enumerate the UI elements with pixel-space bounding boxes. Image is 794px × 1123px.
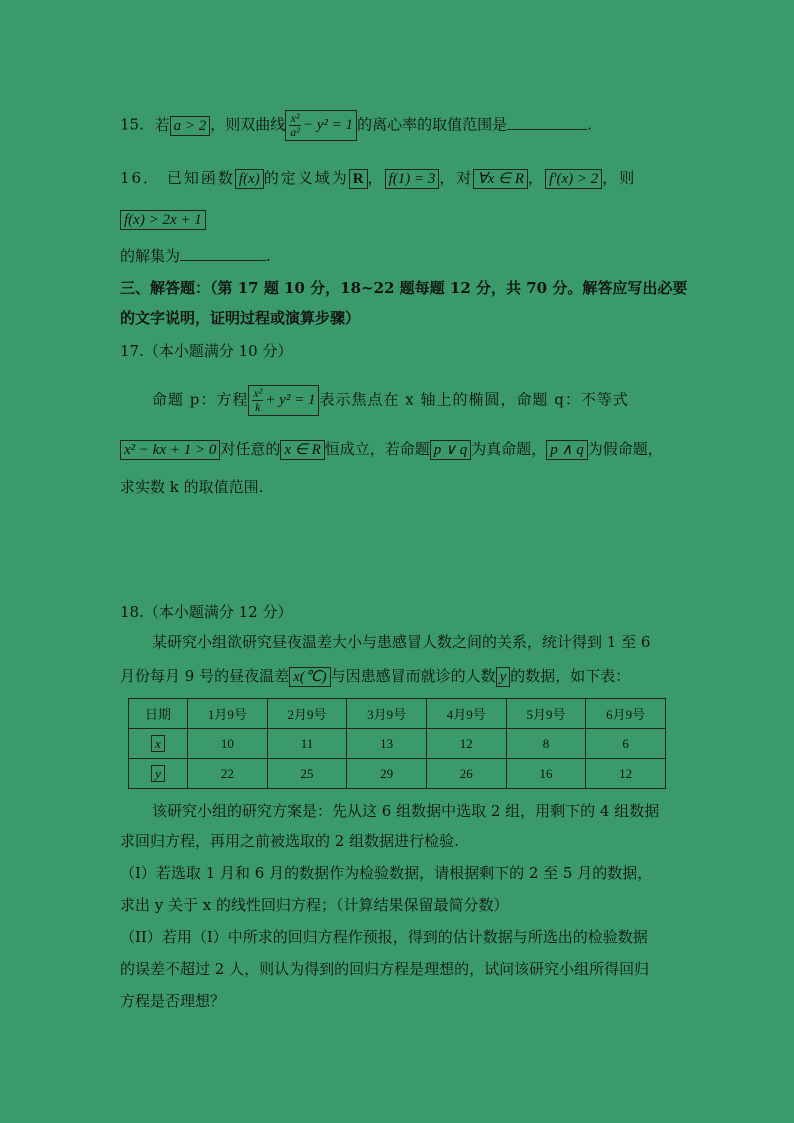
q18-after-1: 该研究小组的研究方案是：先从这 6 组数据中选取 2 组，用剩下的 4 组数据 — [152, 802, 660, 820]
q18-para-2 — [120, 665, 630, 687]
q16-forall: ∀x ∈ R — [473, 169, 528, 189]
q16-line-1 — [120, 167, 636, 189]
q16-comma-1: ， — [367, 169, 385, 187]
q17-p-and-q: p ∧ q — [546, 440, 587, 460]
q15-frac-num: x² — [290, 111, 300, 125]
table-x-label: x — [151, 735, 165, 752]
q17-line-2 — [120, 438, 663, 460]
q17-text-6: 为假命题， — [587, 440, 663, 458]
q18-title: 18.（本小题满分 12 分） — [120, 603, 293, 621]
table-y-cell: 29 — [347, 759, 427, 789]
q18-after-2: 求回归方程，再用之前被选取的 2 组数据进行检验. — [120, 832, 459, 850]
q15-text-3: 的离心率的取值范围是 — [357, 115, 508, 134]
table-x-cell: 6 — [586, 729, 666, 759]
q18-y: y — [496, 667, 511, 687]
q18-part-i-1: （I）若选取 1 月和 6 月的数据作为检验数据，请根据剩下的 2 至 5 月的数据， — [120, 864, 653, 882]
q17-eq-rest: + y² = 1 — [265, 391, 316, 408]
table-header-row — [129, 699, 666, 729]
q17-fraction — [252, 387, 263, 414]
table-date-cell: 2月9号 — [267, 699, 347, 729]
q17-title: 17.（本小题满分 10 分） — [120, 342, 293, 360]
q15-text-1: 若 — [154, 115, 170, 134]
section3-line-1: 三、解答题：（第 17 题 10 分，18~22 题每题 12 分，共 70 分。解答应写出必要 — [120, 279, 688, 297]
q18-para-1: 某研究小组欲研究昼夜温差大小与患感冒人数之间的关系，统计得到 1 至 6 — [152, 633, 651, 651]
q15-answer-blank — [507, 115, 587, 130]
table-x-cell: 8 — [506, 729, 586, 759]
table-y-cell: 22 — [188, 759, 268, 789]
q17-text-2: 表示焦点在 x 轴上的椭圆，命题 q：不等式 — [319, 390, 629, 409]
data-table — [128, 698, 666, 789]
table-x-label-cell — [129, 729, 188, 759]
table-date-cell: 4月9号 — [426, 699, 506, 729]
table-date-cell: 6月9号 — [586, 699, 666, 729]
q15-eq-rest: − y² = 1 — [302, 116, 354, 133]
table-x-cell: 13 — [347, 729, 427, 759]
table-x-cell: 12 — [426, 729, 506, 759]
q17-text-5: 为真命题， — [471, 440, 547, 458]
q17-text-4: 恒成立，若命题 — [324, 440, 430, 458]
section3-line-2: 的文字说明，证明过程或演算步骤） — [120, 309, 361, 327]
table-header-label: 日期 — [129, 699, 188, 729]
q16-text-4: ，则 — [602, 169, 637, 187]
q17-frac-den: k — [255, 400, 261, 414]
q18-text-2a: 月份每月 9 号的昼夜温差 — [120, 667, 290, 685]
table-y-cell: 12 — [586, 759, 666, 789]
q18-x-celsius: x(℃) — [289, 667, 331, 687]
table-x-cell: 10 — [188, 729, 268, 759]
q16-f1: f(1) = 3 — [385, 169, 440, 189]
q16-answer-blank — [180, 246, 266, 261]
table-y-label: y — [151, 765, 165, 782]
q17-x-in-R: x ∈ R — [280, 440, 324, 460]
q16-inequality: f(x) > 2x + 1 — [120, 210, 206, 230]
table-date-cell: 5月9号 — [506, 699, 586, 729]
q15-fraction — [289, 112, 301, 139]
q18-part-ii-2: 的误差不超过 2 人，则认为得到的回归方程是理想的，试问该研究小组所得回归 — [120, 960, 650, 978]
q18-text-2c: 的数据，如下表： — [510, 667, 631, 685]
q18-part-ii-3: 方程是否理想？ — [120, 992, 226, 1010]
table-y-cell: 26 — [426, 759, 506, 789]
q18-text-2b: 与因患感冒而就诊的人数 — [330, 667, 496, 685]
q15-end: . — [587, 115, 592, 134]
table-row-y — [129, 759, 666, 789]
q16-text-5: 的解集为 — [120, 247, 181, 265]
q15-condition: a > 2 — [170, 116, 211, 136]
table-row-x — [129, 729, 666, 759]
q15-hyperbola-equation — [285, 110, 357, 141]
q16-number: 16． — [120, 169, 161, 187]
q16-fx: f(x) — [235, 169, 264, 189]
q16-line-3 — [120, 245, 271, 267]
q16-end: . — [266, 247, 271, 265]
q17-p-or-q: p ∨ q — [430, 440, 471, 460]
q17-inequality: x² − kx + 1 > 0 — [120, 440, 220, 460]
q17-text-3: 对任意的 — [220, 440, 281, 458]
q16-comma-2: ， — [528, 169, 546, 187]
table-date-cell: 3月9号 — [347, 699, 427, 729]
q17-ellipse-equation — [248, 385, 319, 416]
q16-text-2: 的定义域为 — [263, 169, 349, 187]
q18-part-ii-1: （II）若用（I）中所求的回归方程作预报，得到的估计数据与所选出的检验数据 — [120, 928, 648, 946]
q17-text-1: 命题 p：方程 — [152, 390, 249, 409]
q16-line-2 — [120, 208, 206, 230]
q17-line-1 — [152, 385, 629, 416]
q15-line — [120, 110, 592, 141]
table-x-cell: 11 — [267, 729, 347, 759]
table-y-label-cell — [129, 759, 188, 789]
q16-domain-R: R — [349, 169, 368, 189]
q16-fprime: f′(x) > 2 — [545, 169, 602, 189]
q17-line-3: 求实数 k 的取值范围. — [120, 478, 264, 496]
q16-text-3: ，对 — [439, 169, 474, 187]
q16-text-1: 已知函数 — [166, 169, 235, 187]
table-y-cell: 25 — [267, 759, 347, 789]
table-date-cell: 1月9号 — [188, 699, 268, 729]
q15-frac-den: a² — [290, 125, 300, 139]
q15-text-2: ，则双曲线 — [210, 115, 286, 134]
q15-number: 15. — [120, 115, 144, 134]
q17-frac-num: x² — [253, 386, 263, 400]
q18-part-i-2: 求出 y 关于 x 的线性回归方程；（计算结果保留最简分数） — [120, 896, 509, 914]
table-y-cell: 16 — [506, 759, 586, 789]
